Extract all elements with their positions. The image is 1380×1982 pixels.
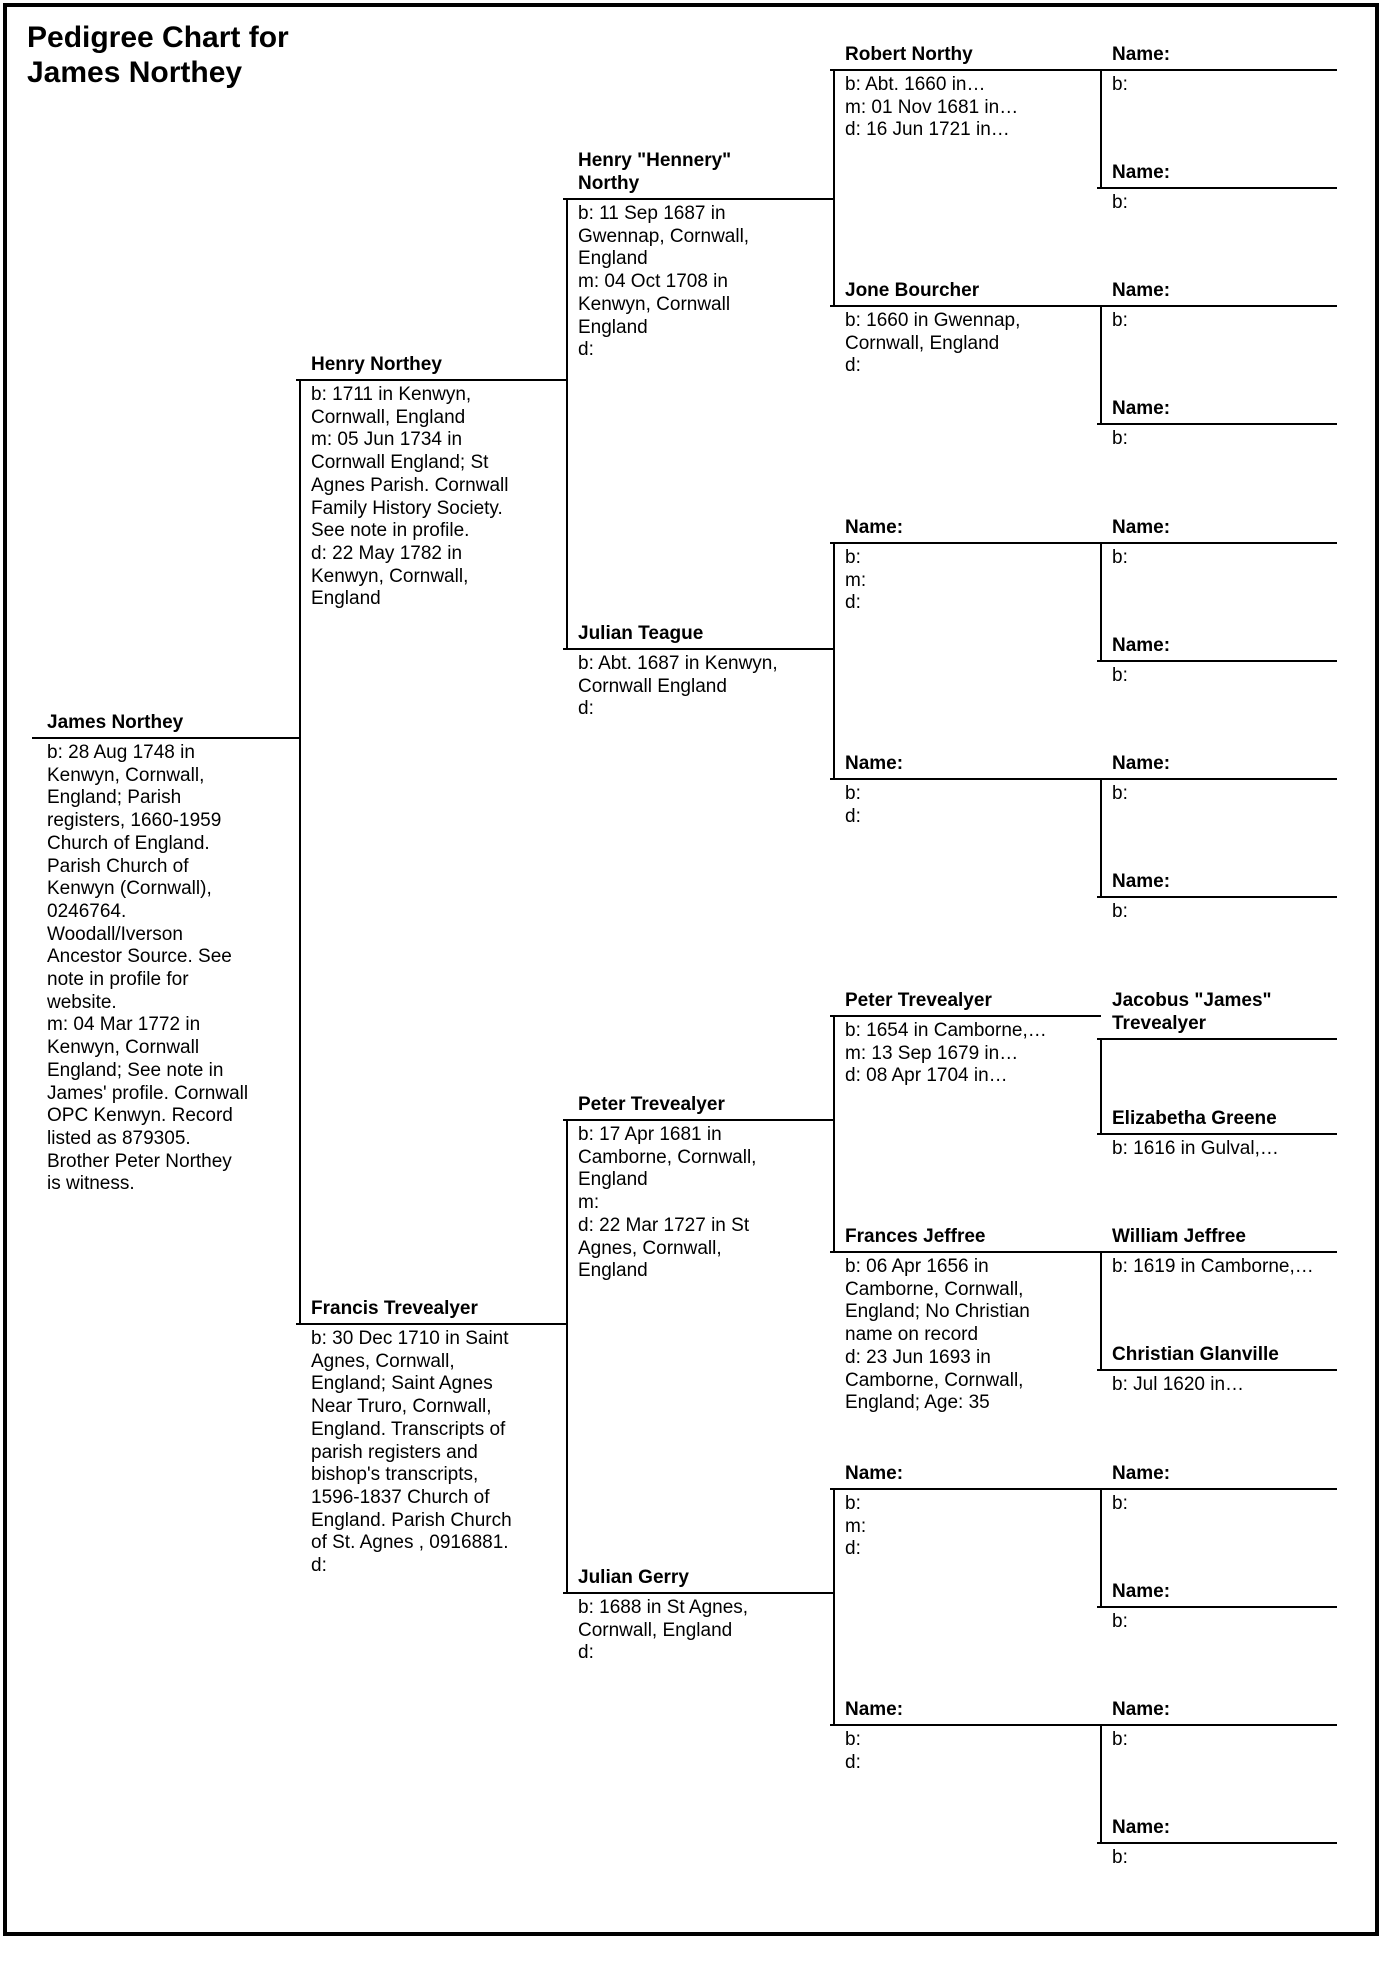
detail-line: Near Truro, Cornwall, — [311, 1396, 492, 1418]
detail-line: b: 30 Dec 1710 in Saint — [311, 1328, 509, 1349]
person-name: Name: — [1112, 635, 1171, 656]
detail-line: parish registers and — [311, 1441, 478, 1463]
chart-title: Pedigree Chart for James Northey — [27, 21, 289, 89]
detail-line: Cornwall, England — [578, 1619, 733, 1641]
detail-line: m: — [845, 1515, 867, 1537]
person-name: Name: — [1112, 44, 1171, 65]
detail-line: England — [311, 588, 381, 610]
person-details — [845, 310, 1020, 378]
detail-line: 1596-1837 Church of — [311, 1486, 490, 1508]
person-name: Name: — [845, 1699, 904, 1720]
detail-line: OPC Kenwyn. Record — [47, 1105, 233, 1127]
detail-line: England — [578, 1260, 648, 1282]
person-details — [578, 203, 749, 362]
detail-line: James' profile. Cornwall — [47, 1082, 249, 1104]
detail-line: Family History Society. — [311, 497, 503, 519]
detail-line: b: 1654 in Camborne,… — [845, 1020, 1047, 1041]
person-name: Henry Northey — [311, 354, 442, 375]
detail-line: England; Parish — [47, 787, 182, 809]
person-details — [845, 1493, 866, 1561]
detail-line: Kenwyn, Cornwall — [578, 293, 731, 315]
person-details — [1112, 74, 1128, 97]
person-name: Name: — [1112, 1581, 1171, 1602]
person-details — [47, 742, 248, 1196]
detail-line: d: 22 Mar 1727 in St — [578, 1214, 750, 1236]
detail-line: Camborne, Cornwall, — [578, 1146, 757, 1168]
person-details — [1112, 310, 1128, 333]
person-details — [1112, 901, 1128, 924]
person-details — [845, 1729, 861, 1774]
detail-line: b: 11 Sep 1687 in — [578, 203, 726, 224]
detail-line: Cornwall, England — [311, 406, 466, 428]
detail-line: m: 13 Sep 1679 in… — [845, 1042, 1019, 1064]
detail-line: b: 1616 in Gulval,… — [1112, 1138, 1279, 1159]
person-details — [1112, 1138, 1279, 1161]
detail-line: England. Parish Church — [311, 1509, 512, 1531]
detail-line: m: — [578, 1192, 600, 1214]
person-details — [1112, 1729, 1128, 1752]
person-name: Name: — [1112, 280, 1171, 301]
detail-line: England; Age: 35 — [845, 1392, 990, 1414]
person-name: William Jeffree — [1112, 1226, 1246, 1247]
detail-line: Brother Peter Northey — [47, 1150, 232, 1172]
detail-line: listed as 879305. — [47, 1127, 191, 1149]
person-name: Name: — [845, 517, 904, 538]
person-name: Frances Jeffree — [845, 1226, 986, 1247]
detail-line: England; Saint Agnes — [311, 1373, 493, 1395]
detail-line: b: 28 Aug 1748 in — [47, 742, 195, 763]
detail-line: 0246764. — [47, 900, 127, 922]
person-name: Jacobus "James" Trevealyer — [1112, 990, 1272, 1034]
detail-line: d: — [311, 1555, 327, 1577]
person-details — [1112, 1611, 1128, 1634]
detail-line: Kenwyn (Cornwall), — [47, 878, 212, 900]
detail-line: Camborne, Cornwall, — [845, 1369, 1024, 1391]
detail-line: registers, 1660-1959 — [47, 810, 222, 832]
detail-line: b: Jul 1620 in… — [1112, 1374, 1245, 1395]
detail-line: d: — [578, 339, 594, 361]
detail-line: d: — [845, 1538, 861, 1560]
detail-line: name on record — [845, 1324, 979, 1346]
person-details — [1112, 1847, 1128, 1870]
person-name: Julian Teague — [578, 623, 704, 644]
detail-line: b: — [845, 783, 861, 804]
person-details — [1112, 1493, 1128, 1516]
detail-line: Kenwyn, Cornwall — [47, 1037, 200, 1059]
person-details — [845, 1020, 1047, 1088]
detail-line: b: — [1112, 1847, 1128, 1868]
detail-line: England; No Christian — [845, 1301, 1030, 1323]
detail-line: d: — [845, 1751, 861, 1773]
detail-line: See note in profile. — [311, 520, 470, 542]
person-details — [578, 653, 778, 721]
detail-line: b: — [1112, 310, 1128, 331]
person-details — [845, 783, 861, 828]
detail-line: England; See note in — [47, 1059, 224, 1081]
person-name: Peter Trevealyer — [845, 990, 992, 1011]
person-name: Name: — [1112, 398, 1171, 419]
person-details — [311, 1328, 512, 1578]
person-name: Name: — [845, 753, 904, 774]
person-details — [1112, 192, 1128, 215]
detail-line: b: — [1112, 547, 1128, 568]
detail-line: d: 08 Apr 1704 in… — [845, 1065, 1008, 1087]
detail-line: d: — [578, 1642, 594, 1664]
detail-line: England. Transcripts of — [311, 1418, 506, 1440]
detail-line: bishop's transcripts, — [311, 1464, 479, 1486]
detail-line: Kenwyn, Cornwall, — [47, 764, 205, 786]
person-details — [1112, 428, 1128, 451]
detail-line: d: — [845, 592, 861, 614]
detail-line: England — [578, 316, 648, 338]
detail-line: b: — [1112, 901, 1128, 922]
detail-line: b: 17 Apr 1681 in — [578, 1124, 722, 1145]
person-name: James Northey — [47, 712, 184, 733]
person-name: Name: — [845, 1463, 904, 1484]
detail-line: b: — [845, 1729, 861, 1750]
detail-line: d: 22 May 1782 in — [311, 542, 463, 564]
person-name: Name: — [1112, 162, 1171, 183]
detail-line: b: Abt. 1687 in Kenwyn, — [578, 653, 778, 674]
person-details — [578, 1597, 748, 1665]
person-name: Henry "Hennery" Northy — [578, 150, 732, 194]
person-details — [845, 1256, 1030, 1415]
detail-line: b: — [1112, 1729, 1128, 1750]
person-name: Name: — [1112, 871, 1171, 892]
detail-line: England — [578, 1169, 648, 1191]
detail-line: b: 1619 in Camborne,… — [1112, 1256, 1314, 1277]
person-name: Name: — [1112, 1699, 1171, 1720]
person-name: Robert Northy — [845, 44, 973, 65]
person-details — [578, 1124, 756, 1283]
detail-line: b: — [1112, 428, 1128, 449]
detail-line: note in profile for — [47, 969, 189, 991]
detail-line: b: — [845, 547, 861, 568]
detail-line: b: — [1112, 665, 1128, 686]
detail-line: b: — [1112, 1493, 1128, 1514]
detail-line: d: — [578, 698, 594, 720]
person-details — [311, 384, 508, 611]
detail-line: b: — [1112, 783, 1128, 804]
detail-line: b: Abt. 1660 in… — [845, 74, 986, 95]
person-details — [1112, 665, 1128, 688]
detail-line: Parish Church of — [47, 855, 189, 877]
detail-line: b: — [1112, 74, 1128, 95]
detail-line: of St. Agnes , 0916881. — [311, 1532, 509, 1554]
detail-line: d: — [845, 805, 861, 827]
detail-line: Agnes, Cornwall, — [311, 1350, 455, 1372]
person-details — [1112, 547, 1128, 570]
person-name: Name: — [1112, 517, 1171, 538]
detail-line: m: 04 Mar 1772 in — [47, 1014, 201, 1036]
person-details — [1112, 783, 1128, 806]
detail-line: m: 04 Oct 1708 in — [578, 271, 728, 293]
detail-line: website. — [47, 991, 117, 1013]
person-name: Christian Glanville — [1112, 1344, 1279, 1365]
detail-line: b: 1688 in St Agnes, — [578, 1597, 749, 1618]
person-name: Julian Gerry — [578, 1567, 689, 1588]
detail-line: Agnes Parish. Cornwall — [311, 474, 509, 496]
detail-line: Gwennap, Cornwall, — [578, 225, 750, 247]
detail-line: Camborne, Cornwall, — [845, 1278, 1024, 1300]
detail-line: is witness. — [47, 1173, 135, 1195]
detail-line: b: 1660 in Gwennap, — [845, 310, 1021, 331]
person-name: Name: — [1112, 753, 1171, 774]
detail-line: b: — [1112, 1611, 1128, 1632]
detail-line: Cornwall England; St — [311, 452, 489, 474]
person-details — [1112, 1256, 1314, 1279]
detail-line: b: — [845, 1493, 861, 1514]
person-name: Elizabetha Greene — [1112, 1108, 1277, 1129]
detail-line: b: 06 Apr 1656 in — [845, 1256, 989, 1277]
detail-line: b: 1711 in Kenwyn, — [311, 384, 472, 405]
detail-line: d: — [845, 355, 861, 377]
detail-line: Cornwall, England — [845, 332, 1000, 354]
detail-line: m: 05 Jun 1734 in — [311, 429, 463, 451]
person-details — [845, 74, 1018, 142]
detail-line: Agnes, Cornwall, — [578, 1237, 722, 1259]
person-name: Francis Trevealyer — [311, 1298, 478, 1319]
detail-line: England — [578, 248, 648, 270]
detail-line: m: 01 Nov 1681 in… — [845, 96, 1019, 118]
person-name: Peter Trevealyer — [578, 1094, 725, 1115]
person-details — [1112, 1374, 1244, 1397]
detail-line: Cornwall England — [578, 675, 727, 697]
detail-line: m: — [845, 569, 867, 591]
person-name: Name: — [1112, 1817, 1171, 1838]
detail-line: Church of England. — [47, 832, 210, 854]
detail-line: d: 23 Jun 1693 in — [845, 1346, 991, 1368]
detail-line: d: 16 Jun 1721 in… — [845, 119, 1010, 141]
detail-line: Ancestor Source. See — [47, 946, 232, 968]
person-name: Jone Bourcher — [845, 280, 980, 301]
detail-line: b: — [1112, 192, 1128, 213]
detail-line: Woodall/Iverson — [47, 923, 183, 945]
detail-line: Kenwyn, Cornwall, — [311, 565, 469, 587]
person-name: Name: — [1112, 1463, 1171, 1484]
person-details — [845, 547, 866, 615]
